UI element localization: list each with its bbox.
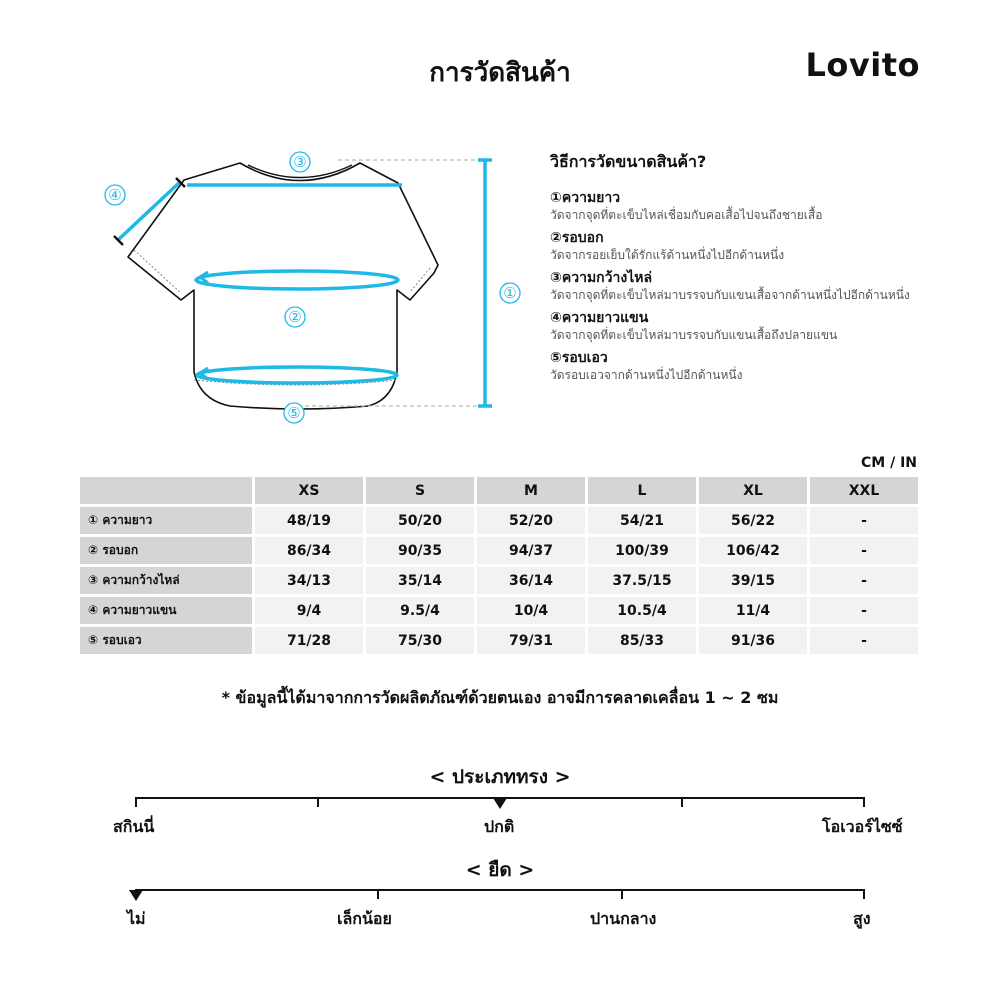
fit-scale xyxy=(113,797,903,837)
table-cell: - xyxy=(810,567,918,594)
size-header: XS xyxy=(255,477,363,504)
fit-scale-tick xyxy=(317,797,319,807)
measure-label: ①ความยาว xyxy=(550,190,621,206)
fit-label-oversize: โอเวอร์ไซซ์ xyxy=(822,817,903,836)
how-to-measure xyxy=(550,150,970,389)
table-cell: - xyxy=(810,627,918,654)
table-cell: 75/30 xyxy=(366,627,474,654)
table-row xyxy=(80,597,918,624)
measure-label: ④ความยาวแขน xyxy=(550,310,649,326)
table-cell: 54/21 xyxy=(588,507,696,534)
row-label: ② รอบอก xyxy=(80,537,252,564)
measure-desc: วัดจากรอยเย็บใต้รักแร้ด้านหนึ่งไปอีกด้านหนึ่ง xyxy=(550,248,785,262)
measure-item-length xyxy=(550,189,970,224)
table-cell: 34/13 xyxy=(255,567,363,594)
stretch-scale-tick xyxy=(377,889,379,899)
measure-item-sleeve xyxy=(550,309,970,344)
table-cell: 90/35 xyxy=(366,537,474,564)
stretch-selected-marker-icon xyxy=(129,890,143,901)
table-cell: 36/14 xyxy=(477,567,585,594)
stretch-scale xyxy=(127,889,871,929)
fit-scale-title: < ประเภททรง > xyxy=(429,766,571,788)
marker-3 xyxy=(290,152,310,172)
size-header: S xyxy=(366,477,474,504)
table-cell: 79/31 xyxy=(477,627,585,654)
stretch-scale-line xyxy=(135,889,865,891)
table-cell: 11/4 xyxy=(699,597,807,624)
table-cell: 106/42 xyxy=(699,537,807,564)
fit-label-skinny: สกินนี่ xyxy=(113,817,155,836)
row-label: ④ ความยาวแขน xyxy=(80,597,252,624)
stretch-label-none: ไม่ xyxy=(127,909,146,928)
table-cell: 10.5/4 xyxy=(588,597,696,624)
measure-label: ⑤รอบเอว xyxy=(550,350,608,366)
fit-scale-tick xyxy=(863,797,865,807)
row-label: ③ ความกว้างไหล่ xyxy=(80,567,252,594)
stretch-label-medium: ปานกลาง xyxy=(590,909,657,928)
measure-label: ③ความกว้างไหล่ xyxy=(550,270,653,286)
table-cell: 86/34 xyxy=(255,537,363,564)
table-cell: 71/28 xyxy=(255,627,363,654)
size-header-corner xyxy=(80,477,252,504)
marker-5-label: ⑤ xyxy=(287,404,301,422)
row-label: ① ความยาว xyxy=(80,507,252,534)
table-cell: 35/14 xyxy=(366,567,474,594)
fit-scale-tick xyxy=(681,797,683,807)
stretch-label-slight: เล็กน้อย xyxy=(337,909,392,928)
marker-2 xyxy=(285,307,305,327)
stretch-scale-tick xyxy=(863,889,865,899)
page-title: การวัดสินค้า xyxy=(429,58,571,88)
size-header: XXL xyxy=(810,477,918,504)
marker-4-label: ④ xyxy=(108,186,122,204)
measure-item-chest xyxy=(550,229,970,264)
table-cell: - xyxy=(810,507,918,534)
table-cell: 10/4 xyxy=(477,597,585,624)
how-to-measure-title: วิธีการวัดขนาดสินค้า? xyxy=(550,152,707,171)
table-cell: 9/4 xyxy=(255,597,363,624)
measure-item-shoulder xyxy=(550,269,970,304)
measure-desc: วัดจากจุดที่ตะเข็บไหล่เชื่อมกับคอเสื้อไปจนถึงชายเสื้อ xyxy=(550,208,823,222)
table-cell: 100/39 xyxy=(588,537,696,564)
marker-2-label: ② xyxy=(288,308,302,326)
size-header: L xyxy=(588,477,696,504)
size-chart-table xyxy=(77,474,921,657)
table-cell: - xyxy=(810,597,918,624)
measure-item-waist xyxy=(550,349,970,384)
measurement-note: * ข้อมูลนี้ได้มาจากการวัดผลิตภัณฑ์ด้วยตนเอง อาจมีการคลาดเคลื่อน 1 ~ 2 ซม xyxy=(221,688,779,707)
table-cell: 85/33 xyxy=(588,627,696,654)
brand-logo: Lovito xyxy=(805,46,920,84)
size-header: M xyxy=(477,477,585,504)
table-cell: 94/37 xyxy=(477,537,585,564)
table-cell: 56/22 xyxy=(699,507,807,534)
unit-label: CM / IN xyxy=(861,455,917,471)
measure-desc: วัดจากจุดที่ตะเข็บไหล่มาบรรจบกับแขนเสื้อจากด้านหนึ่งไปอีกด้านหนึ่ง xyxy=(550,288,910,302)
table-cell: 9.5/4 xyxy=(366,597,474,624)
table-cell: 48/19 xyxy=(255,507,363,534)
stretch-scale-title: < ยืด > xyxy=(465,859,535,881)
table-cell: 52/20 xyxy=(477,507,585,534)
stretch-label-high: สูง xyxy=(853,909,871,928)
table-cell: 37.5/15 xyxy=(588,567,696,594)
measure-desc: วัดจากจุดที่ตะเข็บไหล่มาบรรจบกับแขนเสื้อถึงปลายแขน xyxy=(550,328,838,342)
row-label: ⑤ รอบเอว xyxy=(80,627,252,654)
table-row xyxy=(80,567,918,594)
table-row xyxy=(80,507,918,534)
fit-selected-marker-icon xyxy=(493,798,507,809)
marker-1 xyxy=(500,283,520,303)
size-header-row xyxy=(80,477,918,504)
table-cell: 91/36 xyxy=(699,627,807,654)
marker-5 xyxy=(284,403,304,423)
table-row xyxy=(80,627,918,654)
garment-diagram xyxy=(90,140,530,430)
measure-desc: วัดรอบเอวจากด้านหนึ่งไปอีกด้านหนึ่ง xyxy=(550,368,743,382)
fit-scale-tick xyxy=(135,797,137,807)
measure-label: ②รอบอก xyxy=(550,230,604,246)
fit-label-regular: ปกติ xyxy=(484,817,515,836)
table-row xyxy=(80,537,918,564)
marker-1-label: ① xyxy=(503,284,517,302)
table-cell: 39/15 xyxy=(699,567,807,594)
table-cell: 50/20 xyxy=(366,507,474,534)
table-cell: - xyxy=(810,537,918,564)
marker-3-label: ③ xyxy=(293,153,307,171)
marker-4 xyxy=(105,185,125,205)
size-header: XL xyxy=(699,477,807,504)
stretch-scale-tick xyxy=(621,889,623,899)
